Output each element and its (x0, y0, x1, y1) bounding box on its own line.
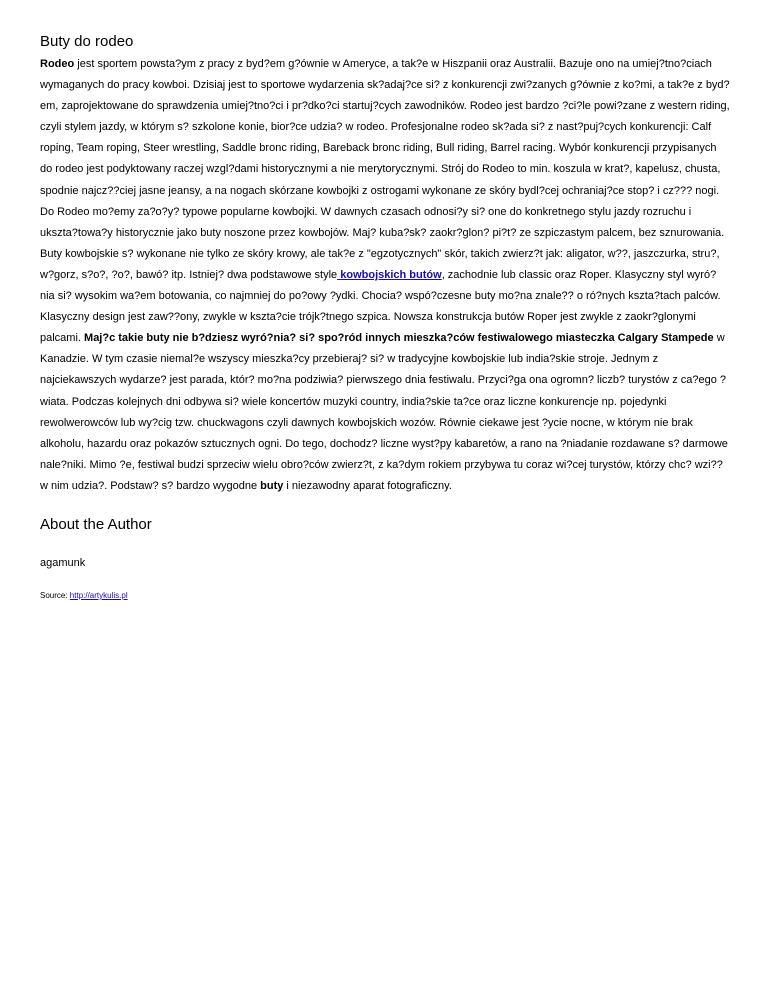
article-title: Buty do rodeo (40, 33, 134, 50)
source-link[interactable]: http://artykulis.pl (69, 590, 128, 600)
cowboy-boots-link[interactable] (337, 269, 442, 281)
body-text-end: i niezawodny aparat fotograficzny. (283, 479, 452, 492)
source-line (40, 591, 728, 601)
calgary-bold-phrase: Maj?c takie buty nie b?dziesz wyró?nia? si? spo?ród innych mieszka?ców festiwalowego miasteczka Calgary Stampede (84, 332, 714, 345)
buty-bold-term: buty (260, 479, 284, 492)
link-text: kowbojskich butów (340, 268, 442, 281)
about-author-heading: About the Author (40, 515, 152, 533)
author-name: agamunk (40, 556, 86, 569)
body-text-2: , zachodnie lub classic oraz Roper. Klasyczny styl wyró?nia si? wysokim wa?em botowania, co najmniej do po?owy ?ydki. Chocia? wspó?czesne buty mo?na znale?? o ró?nych kszta?tach palców. Klasyczny design jest zaw??ony, zwykle w kszta?cie trójk?tnego szpica. Nowsza konstrukcja butów Roper jest zwykle z zaokr?glonymi palcami. (40, 268, 721, 345)
body-text-3: w Kanadzie. W tym czasie niemal?e wszyscy mieszka?cy przebieraj? si? w tradycyjne kowbojskie lub india?skie stroje. Jednym z najciekawszych wydarze? jest parada, któr? mo?na podziwia? pierwszego dnia festiwalu. Przyci?ga ona ogromn? liczb? turystów z ca?ego ?wiata. Podczas kolejnych dni odbywa si? wiele koncertów muzyki country, india?skie ta?ce oraz liczne konkurencje np. pojedynki rewolwerowców lub wy?cig tzw. chuckwagons czyli dawnych kowbojskich wozów. Równie ciekawe jest ?ycie nocne, w którym nie brak alkoholu, hazardu oraz pokazów sztucznych ogni. Do tego, dochodz? liczne wyst?py kabaretów, a rano na ?niadanie rozdawane s? darmowe nale?niki. Mimo ?e, festiwal budzi sprzeciw wielu obro?ców zwierz?t, z ka?dym rokiem przybywa tu coraz wi?cej turystów, którzy chc? wzi?? w nim udzia?. Podstaw? s? bardzo wygodne (40, 332, 728, 492)
source-label: Source: (40, 590, 70, 600)
rodeo-bold-term: Rodeo (40, 58, 75, 70)
body-text-1: jest sportem powsta?ym z pracy z byd?em g?ównie w Ameryce, a tak?e w Hiszpanii oraz Australii. Bazuje ono na umiej?tno?ciach wymaganych do pracy kowboi. Dzisiaj jest to sportowe wydarzenia sk?adaj?ce si? z konkurencji zwi?zanych g?ównie z ko?mi, a tak?e z byd?em, zaprojektowane do sprawdzenia umiej?tno?ci i pr?dko?ci startuj?cych zawodników. Rodeo jest bardzo ?ci?le powi?zane z western riding, czyli stylem jazdy, w którym s? szkolone konie, bior?ce udzia? w rodeo. Profesjonalne rodeo sk?ada si? z nast?puj?cych konkurencji: Calf roping, Team roping, Steer wrestling, Saddle bronc riding, Bareback bronc riding, Bull riding, Barrel racing. Wybór konkurencji przypisanych do rodeo jest podyktowany raczej wzgl?dami historycznymi a nie merytorycznymi. Strój do Rodeo to min. koszula w krat?, kapelusz, chusta, spodnie najcz??ciej jasne jeansy, a na nogach skórzane kowbojki z ostrogami wykonane ze skóry bydl?cej ochraniaj?ce stop? i cz??? nogi. Do Rodeo mo?emy za?o?y? typowe popularne kowbojki. W dawnych czasach odnosi?y si? one do konkretnego stylu jazdy rozruchu i ukszta?towa?y historycznie jako buty noszone przez kowbojów. Maj? kuba?sk? zaokr?glon? pi?t? ze szpiczastym palcem, bez sznurowania. Buty kowbojskie s? wykonane nie tylko ze skóry krowy, ale tak?e z "egzotycznych" skór, takich zwierz?t jak: aligator, w??, jaszczurka, stru?, w?gorz, s?o?, ?o?, bawó? itp. Istniej? dwa podstawowe style (40, 58, 730, 281)
article-body (40, 54, 730, 497)
